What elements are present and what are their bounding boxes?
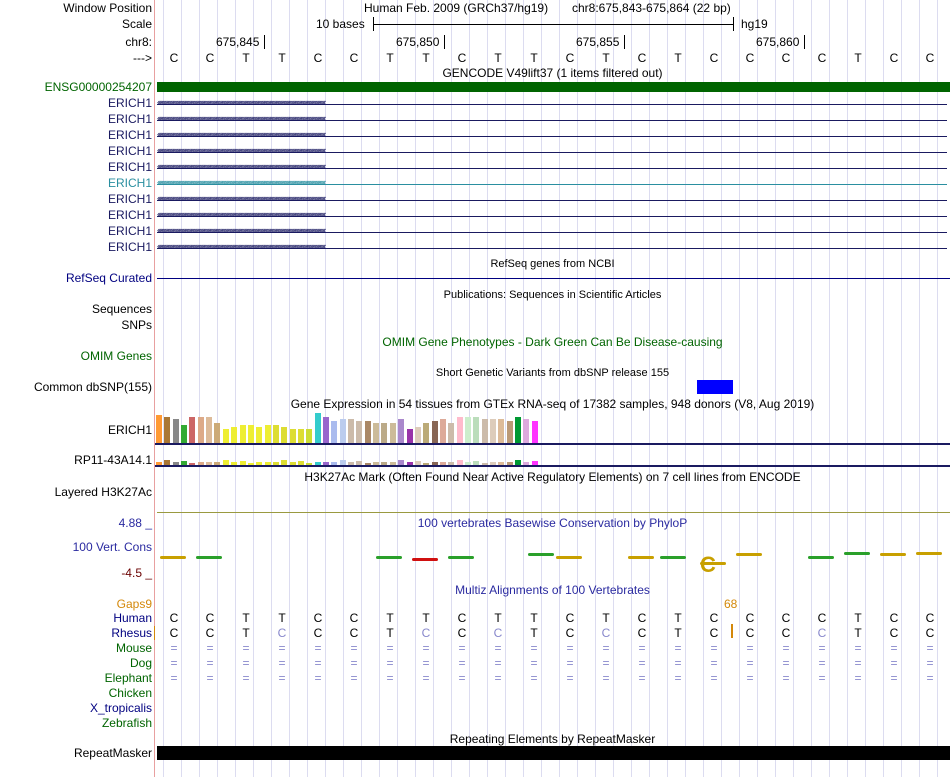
- conservation-mark: [844, 552, 870, 555]
- conservation-title[interactable]: 100 vertebrates Basewise Conservation by PhyloP: [417, 516, 688, 530]
- gtex-tissue-bar[interactable]: [265, 425, 271, 443]
- chrom-label: chr8:: [125, 35, 152, 49]
- human-aligned-base: T: [422, 611, 430, 625]
- species-zebrafish[interactable]: Zebrafish: [101, 716, 152, 730]
- scale-bar-right-tick: [733, 17, 734, 31]
- aligned-equal-mark: =: [746, 656, 754, 670]
- label-separator: [154, 0, 155, 777]
- conservation-mark: [556, 556, 582, 559]
- gtex-tissue-bar[interactable]: [164, 417, 170, 443]
- aligned-equal-mark: =: [926, 656, 934, 670]
- aligned-equal-mark: =: [494, 641, 502, 655]
- aligned-equal-mark: =: [278, 671, 286, 685]
- erich1-transcript-strand[interactable]: [157, 152, 947, 153]
- rhesus-aligned-base: T: [530, 626, 538, 640]
- reference-base: C: [925, 51, 935, 65]
- aligned-equal-mark: =: [602, 641, 610, 655]
- conservation-mark: [880, 553, 906, 556]
- erich1-transcript-strand[interactable]: [157, 168, 947, 169]
- species-human[interactable]: Human: [113, 611, 152, 625]
- refseq-label[interactable]: RefSeq Curated: [65, 271, 152, 285]
- gtex-tissue-bar[interactable]: [306, 429, 312, 443]
- gtex-tissue-bar[interactable]: [532, 421, 538, 443]
- gtex-gene1-label[interactable]: ERICH1: [107, 423, 152, 437]
- gtex-tissue-bar[interactable]: [507, 421, 513, 443]
- reference-base: T: [386, 51, 394, 65]
- gtex-baseline: [155, 443, 950, 445]
- gtex-tissue-bar[interactable]: [281, 427, 287, 443]
- gtex-tissue-bar[interactable]: [373, 423, 379, 443]
- gtex-title[interactable]: Gene Expression in 54 tissues from GTEx RNA-seq of 17382 samples, 948 donors (V8, Aug 2019): [290, 397, 815, 411]
- erich1-transcript-strand[interactable]: [157, 248, 947, 249]
- aligned-equal-mark: =: [242, 656, 250, 670]
- aligned-equal-mark: =: [242, 671, 250, 685]
- gtex-tissue-bar[interactable]: [340, 419, 346, 443]
- aligned-equal-mark: =: [566, 656, 574, 670]
- rhesus-gap-tick: [154, 626, 155, 640]
- publications-title[interactable]: Publications: Sequences in Scientific Articles: [443, 289, 662, 301]
- aligned-equal-mark: =: [170, 671, 178, 685]
- conservation-mark: [528, 553, 554, 556]
- gtex-tissue-bar[interactable]: [173, 419, 179, 443]
- gtex-tissue-bar[interactable]: [231, 427, 237, 443]
- gtex-tissue-bar[interactable]: [323, 417, 329, 443]
- reference-base: C: [313, 51, 323, 65]
- gtex-tissue-bar[interactable]: [523, 419, 529, 443]
- aligned-equal-mark: =: [674, 671, 682, 685]
- rhesus-aligned-base: C: [925, 626, 935, 640]
- aligned-equal-mark: =: [926, 671, 934, 685]
- reference-base: T: [602, 51, 610, 65]
- reference-base: C: [565, 51, 575, 65]
- gtex-tissue-bar[interactable]: [415, 427, 421, 443]
- conservation-mark: [916, 552, 942, 555]
- human-aligned-base: T: [602, 611, 610, 625]
- gaps-count: 68: [724, 597, 738, 611]
- erich1-transcript-label[interactable]: ERICH1: [107, 112, 152, 126]
- scale-db: hg19: [741, 17, 768, 31]
- aligned-equal-mark: =: [638, 656, 646, 670]
- reference-base: T: [422, 51, 430, 65]
- aligned-equal-mark: =: [890, 656, 898, 670]
- gtex-tissue-bar[interactable]: [290, 429, 296, 443]
- gtex-gene2-label[interactable]: RP11-43A14.1: [74, 453, 152, 467]
- aligned-equal-mark: =: [890, 671, 898, 685]
- aligned-equal-mark: =: [422, 656, 430, 670]
- aligned-equal-mark: =: [782, 671, 790, 685]
- aligned-equal-mark: =: [314, 656, 322, 670]
- aligned-equal-mark: =: [206, 656, 214, 670]
- dbsnp-label[interactable]: Common dbSNP(155): [33, 380, 152, 394]
- aligned-equal-mark: =: [170, 656, 178, 670]
- aligned-equal-mark: =: [890, 641, 898, 655]
- gtex-tissue-bar[interactable]: [407, 429, 413, 443]
- rhesus-gap-tick: [731, 624, 733, 638]
- conservation-mark: [196, 556, 222, 559]
- gtex-tissue-bar[interactable]: [298, 429, 304, 443]
- aligned-equal-mark: =: [350, 656, 358, 670]
- coord-tick: [804, 35, 805, 49]
- rhesus-aligned-base: C: [313, 626, 323, 640]
- rhesus-aligned-base: C: [205, 626, 215, 640]
- aligned-equal-mark: =: [710, 641, 718, 655]
- coord-tick: [624, 35, 625, 49]
- gtex-tissue-bar[interactable]: [356, 421, 362, 443]
- coord-2: 675,850: [396, 35, 440, 49]
- human-aligned-base: C: [781, 611, 791, 625]
- aligned-equal-mark: =: [818, 671, 826, 685]
- dbsnp-title[interactable]: Short Genetic Variants from dbSNP release 155: [435, 367, 670, 379]
- reference-base: C: [349, 51, 359, 65]
- aligned-equal-mark: =: [494, 671, 502, 685]
- erich1-transcript-label[interactable]: ERICH1: [107, 224, 152, 238]
- human-aligned-base: T: [494, 611, 502, 625]
- rhesus-aligned-base: C: [493, 626, 503, 640]
- rhesus-aligned-base: C: [601, 626, 611, 640]
- erich1-transcript-label[interactable]: ERICH1: [107, 192, 152, 206]
- aligned-equal-mark: =: [602, 656, 610, 670]
- human-aligned-base: C: [565, 611, 575, 625]
- aligned-equal-mark: =: [566, 641, 574, 655]
- erich1-transcript-strand[interactable]: [157, 120, 947, 121]
- strand-arrow-label: --->: [133, 51, 152, 65]
- aligned-equal-mark: =: [350, 641, 358, 655]
- aligned-equal-mark: =: [854, 641, 862, 655]
- conservation-mark: [628, 556, 654, 559]
- reference-base: C: [457, 51, 467, 65]
- rhesus-aligned-base: C: [421, 626, 431, 640]
- omim-title[interactable]: OMIM Gene Phenotypes - Dark Green Can Be Disease-causing: [382, 335, 723, 349]
- conservation-mark: [808, 556, 834, 559]
- gtex-tissue-bar[interactable]: [381, 423, 387, 443]
- h3k27ac-label[interactable]: Layered H3K27Ac: [54, 485, 152, 499]
- rhesus-aligned-base: C: [565, 626, 575, 640]
- aligned-equal-mark: =: [674, 641, 682, 655]
- human-aligned-base: C: [313, 611, 323, 625]
- multiz-title[interactable]: Multiz Alignments of 100 Vertebrates: [455, 583, 650, 597]
- erich1-transcript-strand[interactable]: [157, 200, 947, 201]
- erich1-transcript-strand[interactable]: [157, 184, 947, 185]
- aligned-equal-mark: =: [530, 656, 538, 670]
- rhesus-aligned-base: T: [242, 626, 250, 640]
- rhesus-aligned-base: C: [817, 626, 827, 640]
- rhesus-aligned-base: T: [386, 626, 394, 640]
- aligned-equal-mark: =: [278, 656, 286, 670]
- window-position-label: Window Position: [63, 1, 152, 15]
- gtex-tissue-bar[interactable]: [315, 413, 321, 443]
- human-aligned-base: T: [278, 611, 286, 625]
- human-aligned-base: C: [817, 611, 827, 625]
- erich1-transcript-label[interactable]: ERICH1: [107, 208, 152, 222]
- gtex-tissue-bar[interactable]: [223, 429, 229, 443]
- gtex-tissue-bar[interactable]: [273, 425, 279, 443]
- aligned-equal-mark: =: [242, 641, 250, 655]
- erich1-transcript-label[interactable]: ERICH1: [107, 144, 152, 158]
- gtex-tissue-bar[interactable]: [248, 425, 254, 443]
- species-mouse[interactable]: Mouse: [115, 641, 152, 655]
- erich1-transcript-strand[interactable]: [157, 216, 947, 217]
- aligned-equal-mark: =: [422, 671, 430, 685]
- species-chicken[interactable]: Chicken: [108, 686, 152, 700]
- aligned-equal-mark: =: [818, 656, 826, 670]
- position-text: chr8:675,843-675,864 (22 bp): [572, 1, 731, 15]
- aligned-equal-mark: =: [638, 641, 646, 655]
- aligned-equal-mark: =: [782, 641, 790, 655]
- human-aligned-base: T: [674, 611, 682, 625]
- dbsnp-variant[interactable]: [697, 380, 733, 394]
- aligned-equal-mark: =: [458, 641, 466, 655]
- scale-bar-left-tick: [373, 17, 374, 31]
- gtex-tissue-bar[interactable]: [206, 417, 212, 443]
- aligned-equal-mark: =: [854, 656, 862, 670]
- rhesus-aligned-base: T: [674, 626, 682, 640]
- human-aligned-base: C: [925, 611, 935, 625]
- aligned-equal-mark: =: [422, 641, 430, 655]
- aligned-equal-mark: =: [638, 671, 646, 685]
- conservation-mark: [412, 558, 438, 561]
- gtex-tissue-bar[interactable]: [448, 423, 454, 443]
- gaps-label[interactable]: Gaps9: [116, 597, 152, 611]
- gtex-tissue-bar[interactable]: [440, 419, 446, 443]
- gtex-tissue-bar[interactable]: [423, 423, 429, 443]
- gtex-tissue-bar[interactable]: [331, 421, 337, 443]
- human-aligned-base: C: [349, 611, 359, 625]
- rhesus-aligned-base: T: [854, 626, 862, 640]
- aligned-equal-mark: =: [350, 671, 358, 685]
- gtex-tissue-bar[interactable]: [457, 417, 463, 443]
- scale-text: 10 bases: [316, 17, 365, 31]
- coord-tick: [444, 35, 445, 49]
- aligned-equal-mark: =: [278, 641, 286, 655]
- erich1-transcript-strand[interactable]: [157, 104, 947, 105]
- gtex-tissue-bar[interactable]: [490, 419, 496, 443]
- h3k27ac-signal: [157, 512, 950, 513]
- gtex-tissue-bar[interactable]: [465, 417, 471, 443]
- gtex-tissue-bar[interactable]: [348, 419, 354, 443]
- gtex-tissue-bar[interactable]: [365, 421, 371, 443]
- gtex-tissue-bar[interactable]: [198, 417, 204, 443]
- conservation-mark: [660, 556, 686, 559]
- rhesus-aligned-base: C: [781, 626, 791, 640]
- reference-base: T: [674, 51, 682, 65]
- human-aligned-base: T: [386, 611, 394, 625]
- gtex-tissue-bar[interactable]: [432, 421, 438, 443]
- human-aligned-base: C: [637, 611, 647, 625]
- conservation-max: 4.88 _: [118, 516, 152, 530]
- gtex-tissue-bar[interactable]: [398, 419, 404, 443]
- erich1-transcript-label[interactable]: ERICH1: [107, 176, 152, 190]
- erich1-transcript-strand[interactable]: [157, 232, 947, 233]
- gencode-gene-label[interactable]: ENSG00000254207: [44, 80, 152, 94]
- reference-base: C: [637, 51, 647, 65]
- aligned-equal-mark: =: [314, 671, 322, 685]
- coord-1: 675,845: [216, 35, 260, 49]
- snps-label[interactable]: SNPs: [121, 318, 152, 332]
- aligned-equal-mark: =: [926, 641, 934, 655]
- aligned-equal-mark: =: [458, 671, 466, 685]
- aligned-equal-mark: =: [674, 656, 682, 670]
- human-aligned-base: C: [889, 611, 899, 625]
- conservation-mark: [448, 556, 474, 559]
- omim-label[interactable]: OMIM Genes: [80, 349, 152, 363]
- gtex-tissue-bar[interactable]: [240, 425, 246, 443]
- conservation-min: -4.5 _: [121, 566, 152, 580]
- assembly-text: Human Feb. 2009 (GRCh37/hg19): [364, 1, 549, 15]
- species-elephant[interactable]: Elephant: [104, 671, 152, 685]
- gtex-tissue-bar[interactable]: [214, 423, 220, 443]
- aligned-equal-mark: =: [206, 671, 214, 685]
- species-dog[interactable]: Dog: [129, 656, 152, 670]
- aligned-equal-mark: =: [386, 641, 394, 655]
- rhesus-aligned-base: C: [349, 626, 359, 640]
- rhesus-aligned-base: C: [709, 626, 719, 640]
- gtex-tissue-bar[interactable]: [189, 417, 195, 443]
- aligned-equal-mark: =: [530, 641, 538, 655]
- gencode-title[interactable]: GENCODE V49lift37 (1 items filtered out): [442, 66, 663, 80]
- erich1-transcript-label[interactable]: ERICH1: [107, 128, 152, 142]
- reference-base: T: [494, 51, 502, 65]
- aligned-equal-mark: =: [746, 671, 754, 685]
- sequences-label[interactable]: Sequences: [91, 302, 152, 316]
- conservation-mark: [376, 556, 402, 559]
- aligned-equal-mark: =: [494, 656, 502, 670]
- aligned-equal-mark: =: [602, 671, 610, 685]
- human-aligned-base: T: [530, 611, 538, 625]
- reference-base: T: [278, 51, 286, 65]
- gtex-tissue-bar[interactable]: [473, 417, 479, 443]
- species-xtropicalis[interactable]: X_tropicalis: [89, 701, 152, 715]
- human-aligned-base: T: [854, 611, 862, 625]
- repeatmasker-label[interactable]: RepeatMasker: [73, 746, 152, 760]
- refseq-title[interactable]: RefSeq genes from NCBI: [490, 258, 615, 270]
- rhesus-aligned-base: C: [277, 626, 287, 640]
- aligned-equal-mark: =: [854, 671, 862, 685]
- repeatmasker-title[interactable]: Repeating Elements by RepeatMasker: [449, 732, 656, 746]
- conservation-mark: [160, 556, 186, 559]
- human-aligned-base: C: [745, 611, 755, 625]
- repeatmasker-bar[interactable]: [157, 746, 950, 760]
- human-aligned-base: C: [709, 611, 719, 625]
- erich1-transcript-label[interactable]: ERICH1: [107, 96, 152, 110]
- gencode-gene-bar[interactable]: [157, 82, 950, 92]
- reference-base: T: [530, 51, 538, 65]
- erich1-transcript-label[interactable]: ERICH1: [107, 240, 152, 254]
- refseq-line[interactable]: [157, 278, 950, 279]
- reference-base: C: [205, 51, 215, 65]
- reference-base: C: [709, 51, 719, 65]
- h3k27ac-title[interactable]: H3K27Ac Mark (Often Found Near Active Regulatory Elements) on 7 cell lines from ENCODE: [304, 470, 801, 484]
- human-aligned-base: C: [457, 611, 467, 625]
- aligned-equal-mark: =: [170, 641, 178, 655]
- gtex-tissue-bar[interactable]: [482, 419, 488, 443]
- rhesus-aligned-base: C: [457, 626, 467, 640]
- human-aligned-base: T: [242, 611, 250, 625]
- coord-3: 675,855: [576, 35, 620, 49]
- aligned-equal-mark: =: [458, 656, 466, 670]
- aligned-equal-mark: =: [566, 671, 574, 685]
- aligned-equal-mark: =: [710, 671, 718, 685]
- gtex-tissue-bar[interactable]: [256, 427, 262, 443]
- species-rhesus[interactable]: Rhesus: [111, 626, 152, 640]
- scale-label: Scale: [121, 17, 152, 31]
- scale-bar: [373, 24, 733, 25]
- gtex-tissue-bar[interactable]: [515, 417, 521, 443]
- rhesus-aligned-base: C: [637, 626, 647, 640]
- conservation-mark: [736, 553, 762, 556]
- aligned-equal-mark: =: [386, 671, 394, 685]
- reference-base: C: [781, 51, 791, 65]
- erich1-transcript-strand[interactable]: [157, 136, 947, 137]
- erich1-transcript-label[interactable]: ERICH1: [107, 160, 152, 174]
- rhesus-aligned-base: C: [169, 626, 179, 640]
- aligned-equal-mark: =: [710, 656, 718, 670]
- conservation-peak-glyph: C: [700, 552, 716, 577]
- human-aligned-base: C: [169, 611, 179, 625]
- reference-base: C: [169, 51, 179, 65]
- rhesus-aligned-base: C: [889, 626, 899, 640]
- gtex-baseline-2: [155, 465, 950, 467]
- aligned-equal-mark: =: [530, 671, 538, 685]
- reference-base: T: [242, 51, 250, 65]
- reference-base: T: [854, 51, 862, 65]
- reference-base: C: [745, 51, 755, 65]
- reference-base: C: [817, 51, 827, 65]
- rhesus-aligned-base: C: [745, 626, 755, 640]
- aligned-equal-mark: =: [206, 641, 214, 655]
- gtex-tissue-bar[interactable]: [181, 425, 187, 443]
- gtex-tissue-bar[interactable]: [390, 423, 396, 443]
- aligned-equal-mark: =: [314, 641, 322, 655]
- coord-4: 675,860: [756, 35, 800, 49]
- conservation-label[interactable]: 100 Vert. Cons: [72, 540, 152, 554]
- reference-base: C: [889, 51, 899, 65]
- coord-tick: [264, 35, 265, 49]
- aligned-equal-mark: =: [386, 656, 394, 670]
- gtex-tissue-bar[interactable]: [156, 415, 162, 443]
- aligned-equal-mark: =: [782, 656, 790, 670]
- aligned-equal-mark: =: [818, 641, 826, 655]
- aligned-equal-mark: =: [746, 641, 754, 655]
- gtex-tissue-bar[interactable]: [498, 419, 504, 443]
- human-aligned-base: C: [205, 611, 215, 625]
